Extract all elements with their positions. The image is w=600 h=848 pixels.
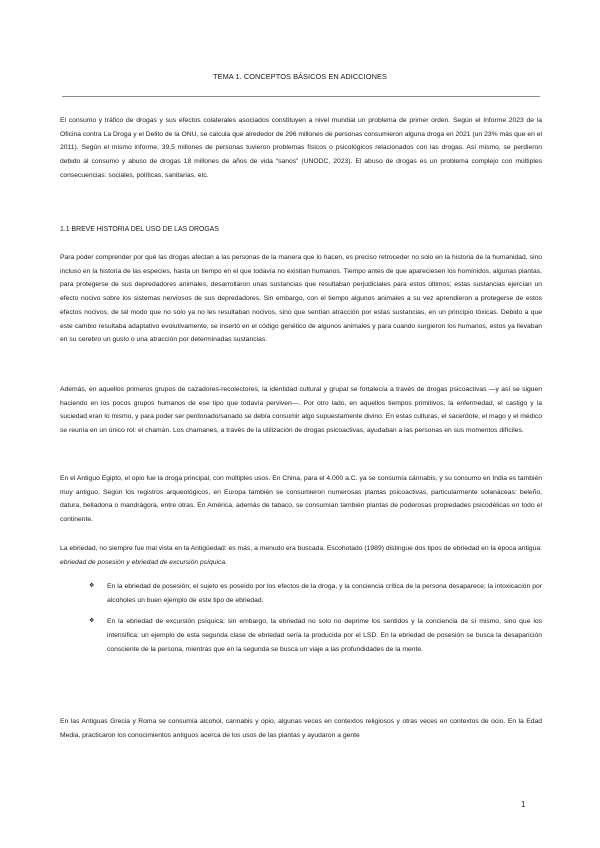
section-heading: 1.1 BREVE HISTORIA DEL USO DE LAS DROGAS (60, 226, 219, 233)
ebriety-types: ebriedad de posesión y ebriedad de excursión psíquica. (60, 558, 227, 566)
title-divider (62, 96, 540, 97)
history-paragraph-3: En el Antiguo Egipto, el opio fue la droga principal, con múltiples usos. En China, para el 4.000 a.C. ya se consumía cánnabis, y su consumo en India es también muy antiguo. Según los registros arqueológicos, en Europa también se consumieron numerosas plantas psicoactivas, particularmente solanáceas: beleño, datura, belladona o mandrágora, entre otras. En América, además de tabaco, se consumían también plantas de poderosas propiedades psicodélicas en todo el continente. (60, 475, 542, 524)
list-item-text: En la ebriedad de posesión; el sujeto es poseído por los efectos de la droga, y la conciencia crítica de la persona desaparece; la intoxicación por alcoholes un buen ejemplo de este tipo de ebriedad. (107, 583, 542, 604)
ebriety-paragraph (60, 542, 542, 569)
history-paragraph-1: Para poder comprender por qué las drogas afectan a las personas de la manera que lo hacen, es preciso retroceder no solo en la historia de la humanidad, sino incluso en la historia de las especies, hasta un tiempo en el que todavía no existían humanos. Tiempo antes de que apareciesen los homínidos, algunas plantas, para protegerse de sus depredadores animales, desarrollaron unas sustancias que resultaban perjudiciales para estos últimos; estas sustancias ejercían un efecto nocivo sobre los sistemas nerviosos de sus depredadores. Sin embargo, con el tiempo algunos animales a su vez aprendieron a protegerse de estos efectos nocivos, de tal modo que no solo ya no les resultaban nocivos, sino que sentían atracción por estas sustancias, en un principio tóxicas. Debido a que este cambio resultaba adaptativo evolutivamente, se insertó en el código genético de algunos animales y para cuando surgieron los humanos, estos ya llevaban en su cerebro un gusto o una atracción por determinadas sustancias. (60, 254, 542, 344)
history-paragraph-2: Además, en aquellos primeros grupos de cazadores-recolectores, la identidad cultural y grupal se fortalecía a través de drogas psicoactivas —y así se siguen haciendo en los pocos grupos humanos de ese tipo que todavía perviven—. Por otro lado, en aquellos tiempos primitivos, la enfermedad, el castigo y la suciedad eran lo mismo, y para poder ser perdonado/sanado se debía consumir algo supuestamente divino. En estas culturas, el sacerdote, el mago y el médico se reunía en un único rol: el chamán. Los chamanes, a través de la utilización de drogas psicoactivas, ayudaban a las personas en sus momentos difíciles. (60, 386, 542, 435)
diamond-bullet-icon: ❖ (89, 618, 95, 625)
list-item (60, 615, 542, 656)
intro-paragraph: El consumo y tráfico de drogas y sus efectos colaterales asociados constituyen a nivel mundial un problema de primer orden. Según el Informe 2023 de la Oficina contra La Droga y el Delito de la ONU, se calcula que alrededor de 296 millones de personas consumieron alguna droga en 2021 (un 23% más que en el 2011). Según el mismo informe, 39,5 millones de personas tuvieron problemas físicos o psicológicos relacionados con las drogas. Así mismo, se perdieron debido al consumo y abuso de drogas 18 millones de años de vida “sanos” (UNODC, 2023). El abuso de drogas es un problema complejo con múltiples consecuencias: sociales, políticas, sanitarias, etc. (60, 117, 542, 179)
page-number: 1 (521, 800, 526, 809)
history-paragraph-5: En las Antiguas Grecia y Roma se consumía alcohol, cannabis y opio, algunas veces en contextos religiosos y otras veces en contextos de ocio. En la Edad Media, practicaron los conocimientos antiguos acerca de los usos de las plantas y ayudaron a gente (60, 718, 542, 739)
list-item (60, 580, 542, 607)
list-item-text: En la ebriedad de excursión psíquica; sin embargo, la ebriedad no solo no deprime los sentidos y la conciencia de sí mismo, sino que los intensifica; un ejemplo de esta segunda clase de ebriedad sería la producida por el LSD. En la ebriedad de posesión se busca la desaparición consciente de la persona, mientras que en la segunda se busca un viaje a las profundidades de la mente. (107, 618, 542, 653)
document-title: TEMA 1. CONCEPTOS BÁSICOS EN ADICCIONES (213, 72, 387, 81)
ebriety-text: La ebriedad, no siempre fue mal vista en la Antigüedad: es más, a menudo era buscada. Escohotado (1989) distingue dos tipos de ebriedad en la época antigua: (60, 545, 542, 552)
ebriety-list (60, 580, 542, 657)
diamond-bullet-icon: ❖ (89, 583, 95, 589)
